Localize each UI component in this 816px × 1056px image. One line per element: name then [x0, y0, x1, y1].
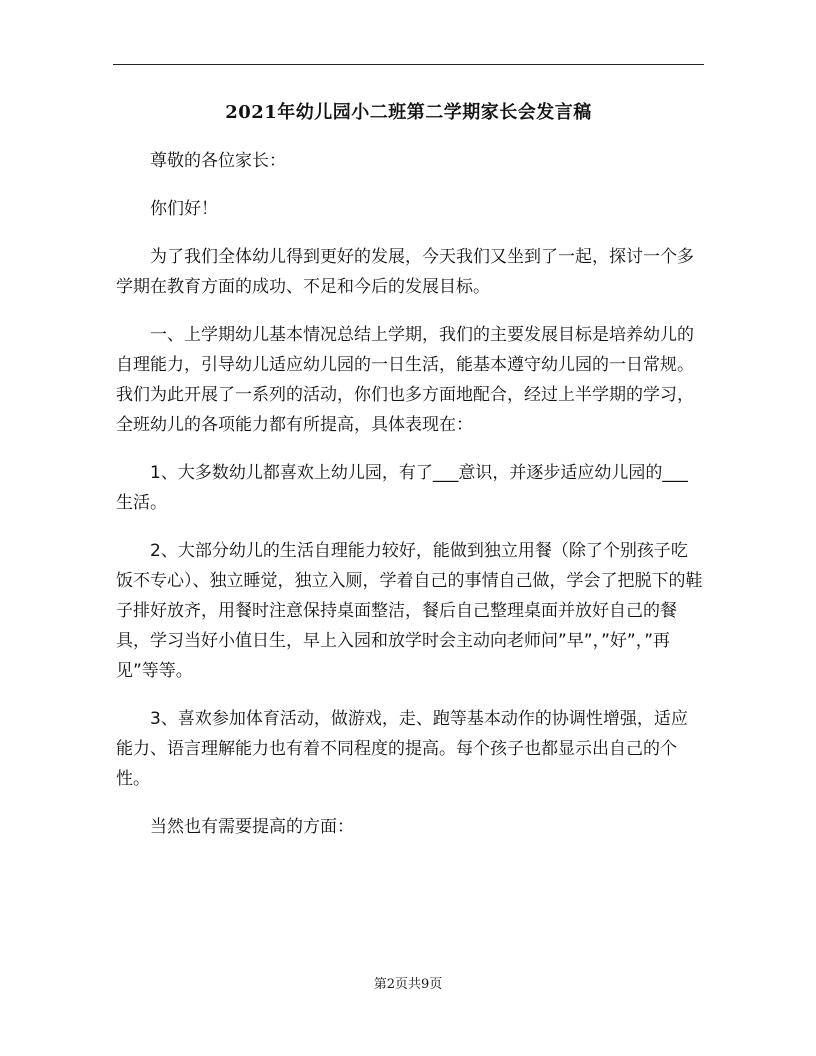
page-number: 第2页共9页	[373, 977, 443, 992]
intro-paragraph: 为了我们全体幼儿得到更好的发展，今天我们又坐到了一起，探讨一个多学期在教育方面的成功、不足和今后的发展目标。	[116, 247, 694, 297]
improvement-intro: 当然也有需要提高的方面：	[150, 817, 354, 837]
header-rule	[113, 64, 704, 65]
list-item-2: 2、大部分幼儿的生活自理能力较好，能做到独立用餐（除了个别孩子吃饭不专心）、独立睡觉，独立入厕，学着自己的事情自己做，学会了把脱下的鞋子排好放齐，用餐时注意保持桌面整洁，餐后自己整理桌面并放好自己的餐具，学习当好小值日生，早上入园和放学时会主动向老师问”早”，”好”，”再见”等等。	[116, 541, 703, 681]
summary-paragraph: 一、上学期幼儿基本情况总结上学期，我们的主要发展目标是培养幼儿的自理能力，引导幼儿适应幼儿园的一日生活，能基本遵守幼儿园的一日常规。我们为此开展了一系列的活动，你们也多方面地配合，经过上半学期的学习，全班幼儿的各项能力都有所提高，具体表现在：	[116, 325, 694, 435]
document-body	[116, 146, 704, 860]
document-title: 2021年幼儿园小二班第二学期家长会发言稿	[225, 102, 592, 123]
list-item-1: 1、大多数幼儿都喜欢上幼儿园，有了___意识，并逐步适应幼儿园的___生活。	[116, 463, 688, 513]
list-item-3: 3、喜欢参加体育活动，做游戏，走、跑等基本动作的协调性增强，适应能力、语言理解能力也有着不同程度的提高。每个孩子也都显示出自己的个性。	[116, 709, 688, 789]
salutation: 尊敬的各位家长：	[150, 151, 286, 171]
greeting: 你们好！	[150, 199, 218, 219]
